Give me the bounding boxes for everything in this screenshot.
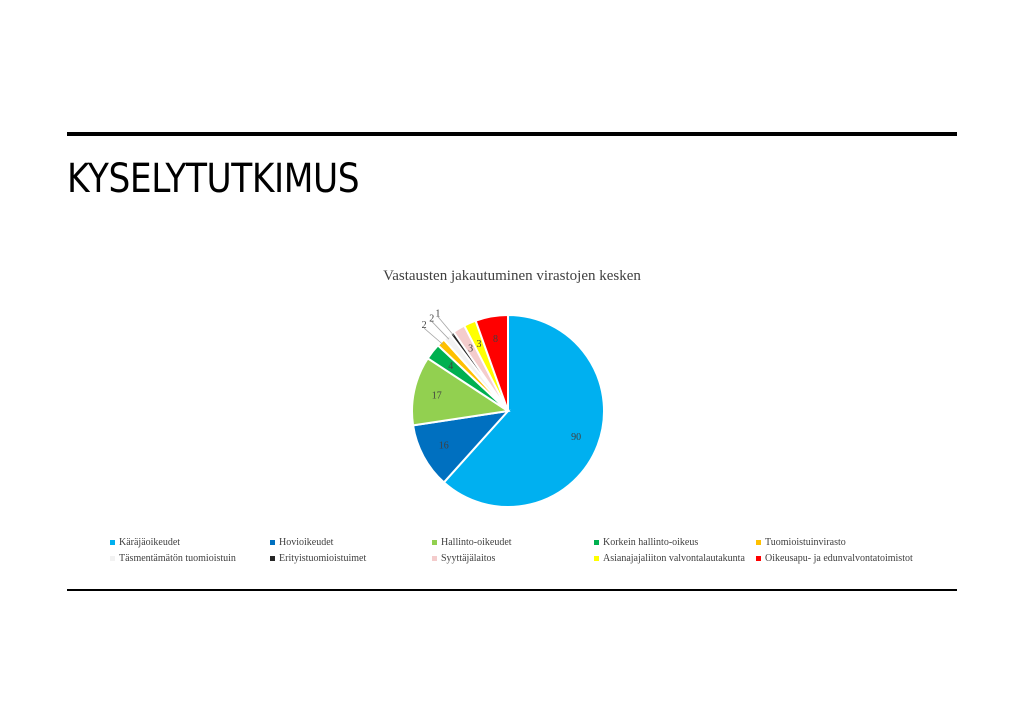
legend-item (432, 537, 594, 548)
legend-swatch (110, 556, 115, 561)
slice-data-label: 17 (431, 390, 442, 402)
slice-data-label: 90 (571, 432, 582, 444)
slice-data-label: 4 (448, 360, 454, 372)
legend-swatch (110, 540, 115, 545)
legend-item (110, 537, 270, 548)
legend-swatch (756, 556, 761, 561)
legend-item (432, 553, 594, 564)
chart-title: Vastausten jakautuminen virastojen kesken (383, 268, 641, 284)
legend-swatch (594, 556, 599, 561)
slice-data-label: 16 (438, 440, 449, 452)
slice-data-label: 2 (429, 313, 435, 325)
slice-data-label: 1 (435, 308, 441, 320)
legend-item (594, 537, 756, 548)
slide-title: KYSELYTUTKIMUS (67, 156, 360, 202)
chart-legend (110, 537, 940, 564)
legend-label: Hallinto-oikeudet (441, 537, 512, 548)
legend-swatch (594, 540, 599, 545)
slice-data-label: 3 (476, 339, 482, 351)
legend-item (110, 553, 270, 564)
legend-label: Korkein hallinto-oikeus (603, 537, 699, 548)
legend-label: Asianajajaliiton valvontalautakunta (603, 553, 745, 564)
bottom-rule (67, 589, 957, 591)
legend-label: Syyttäjälaitos (441, 553, 496, 564)
legend-swatch (756, 540, 761, 545)
legend-item (756, 537, 940, 548)
legend-item (270, 553, 432, 564)
legend-item (270, 537, 432, 548)
slice-data-label: 3 (468, 343, 474, 355)
legend-item (756, 553, 940, 564)
slice-data-label: 2 (421, 320, 427, 332)
legend-swatch (270, 556, 275, 561)
legend-swatch (432, 540, 437, 545)
legend-label: Erityistuomioistuimet (279, 553, 367, 564)
legend-label: Käräjäoikeudet (119, 537, 181, 548)
legend-label: Tuomioistuinvirasto (765, 537, 846, 548)
slice-data-label: 8 (493, 334, 498, 346)
legend-label: Oikeusapu- ja edunvalvontatoimistot (765, 553, 913, 564)
legend-item (594, 553, 756, 564)
legend-label: Hovioikeudet (279, 537, 334, 548)
legend-swatch (432, 556, 437, 561)
legend-swatch (270, 540, 275, 545)
legend-label: Täsmentämätön tuomioistuin (119, 553, 236, 564)
